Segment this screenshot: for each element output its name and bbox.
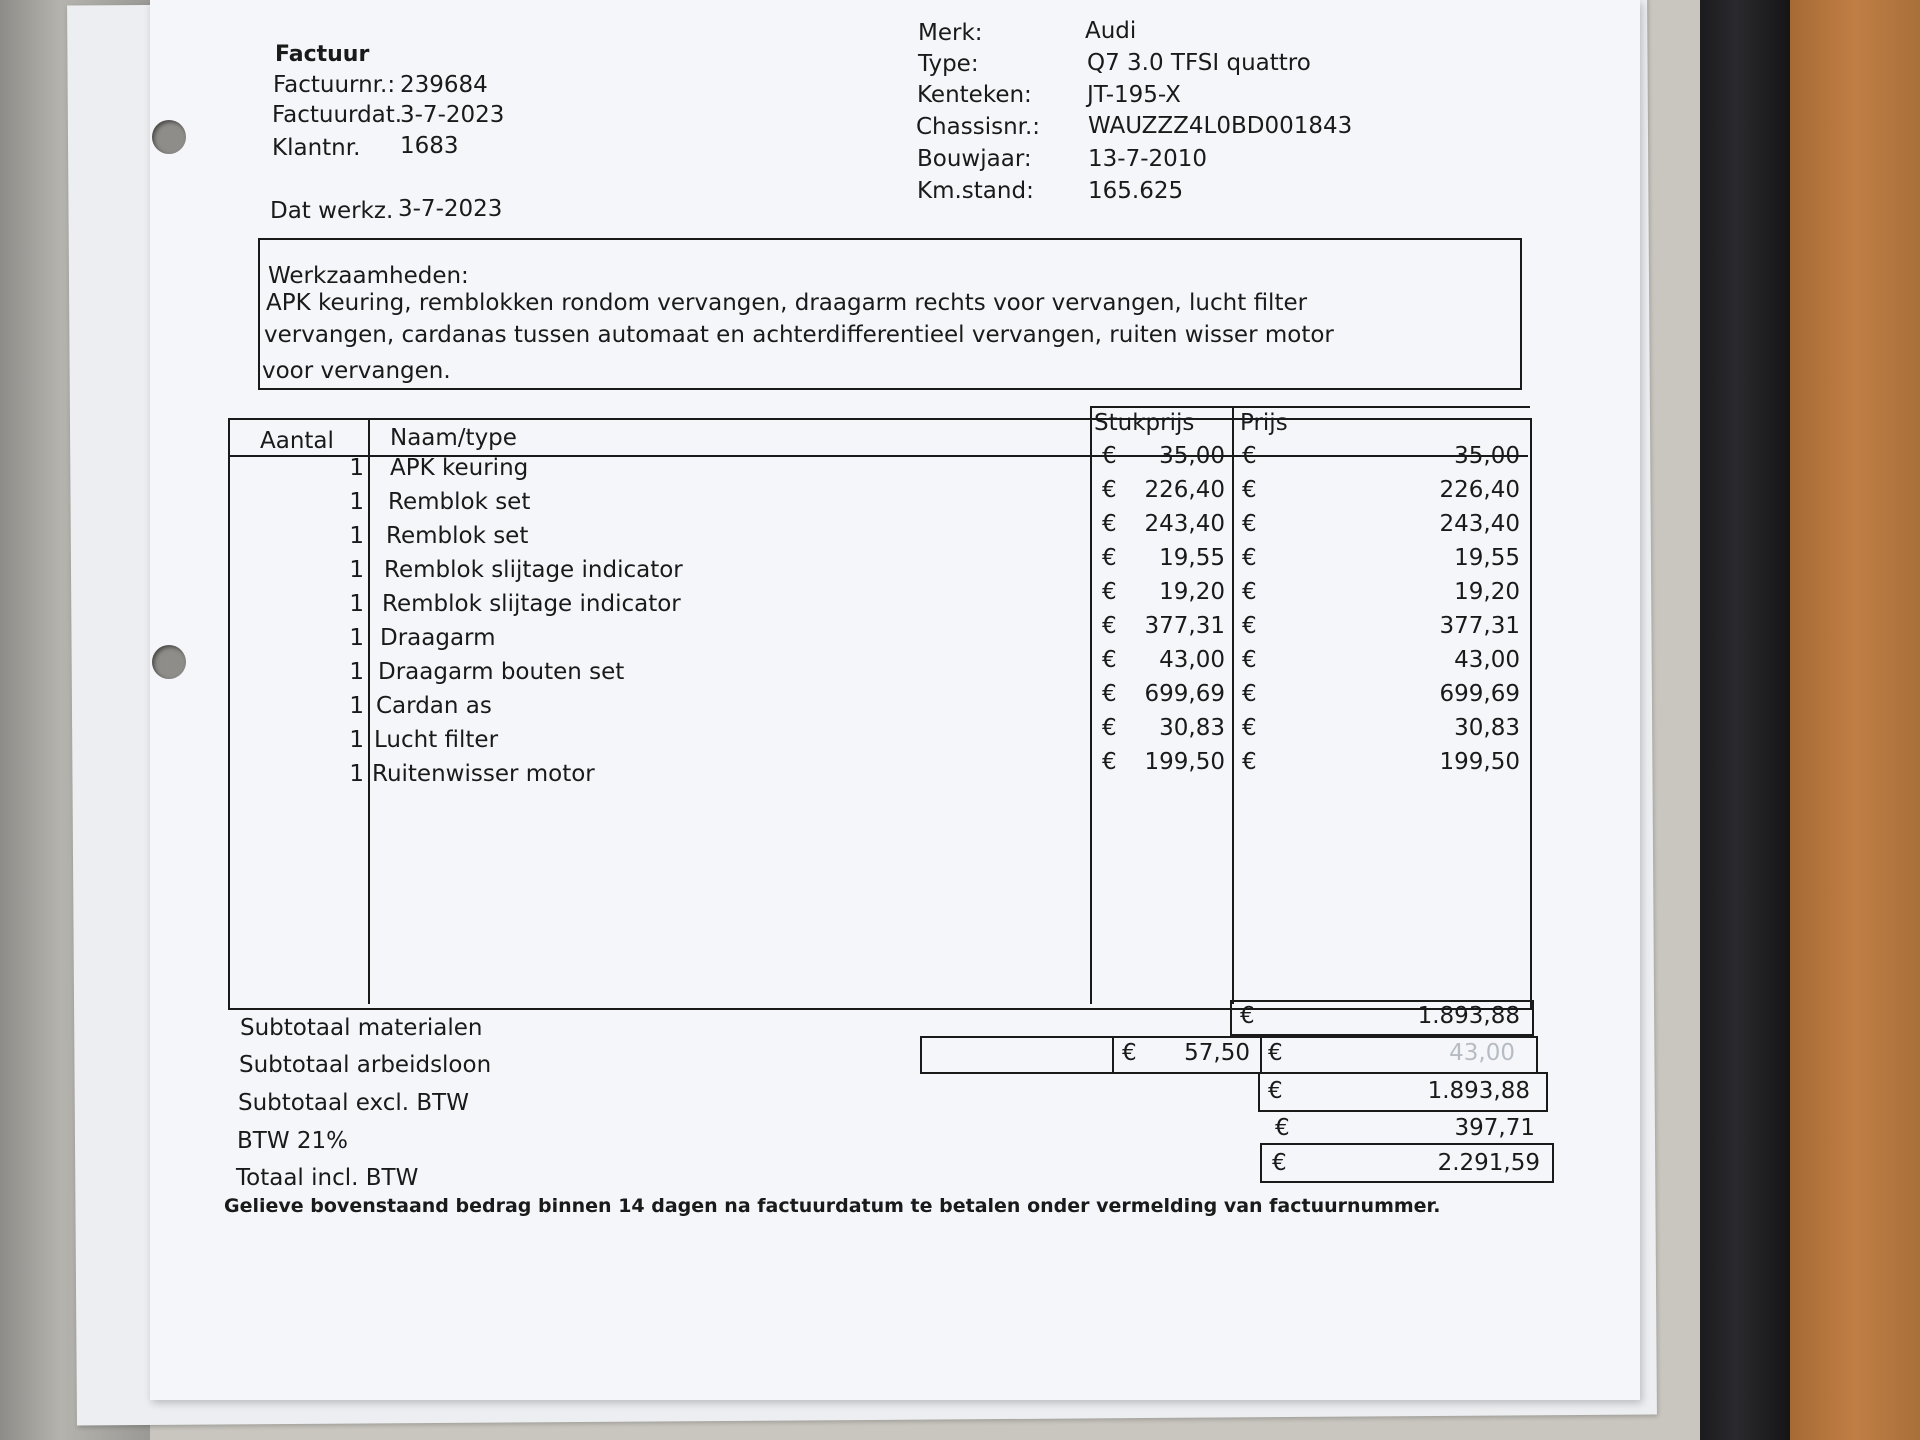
customer-number-label: Klantnr.: [272, 135, 361, 161]
row-currency: €: [1102, 511, 1117, 537]
plate-value: JT-195-X: [1087, 82, 1181, 108]
row-currency: €: [1102, 545, 1117, 571]
invoice-title: Factuur: [275, 42, 370, 67]
currency-symbol: €: [1122, 1040, 1137, 1066]
row-currency: €: [1102, 477, 1117, 503]
plate-label: Kenteken:: [917, 82, 1032, 108]
row-unit-price: 43,00: [1159, 647, 1225, 673]
vat-label: BTW 21%: [237, 1128, 349, 1154]
row-currency: €: [1242, 477, 1257, 503]
year-label: Bouwjaar:: [917, 146, 1032, 172]
row-currency: €: [1242, 511, 1257, 537]
row-name: Ruitenwisser motor: [372, 761, 595, 787]
row-price: 30,83: [1454, 715, 1520, 741]
row-currency: €: [1102, 681, 1117, 707]
payment-note: Gelieve bovenstaand bedrag binnen 14 dagen na factuurdatum te betalen onder vermelding van factuurnummer.: [224, 1195, 1441, 1217]
row-price: 699,69: [1439, 681, 1520, 707]
col-header-qty: Aantal: [260, 428, 334, 454]
km-value: 165.625: [1088, 178, 1184, 204]
punch-hole: [152, 645, 186, 679]
work-date: 3-7-2023: [398, 196, 503, 222]
col-header-price: Prijs: [1240, 410, 1288, 436]
row-currency: €: [1102, 715, 1117, 741]
labour-value: 43,00: [1449, 1040, 1515, 1066]
customer-number: 1683: [400, 133, 459, 159]
col-header-unit-price: Stukprijs: [1094, 410, 1195, 436]
row-price: 243,40: [1439, 511, 1520, 537]
row-qty: 1: [349, 523, 364, 549]
table-column-divider: [1232, 406, 1234, 1004]
row-unit-price: 19,55: [1159, 545, 1225, 571]
row-price: 43,00: [1454, 647, 1520, 673]
row-qty: 1: [349, 693, 364, 719]
currency-symbol: €: [1272, 1150, 1287, 1176]
row-price: 19,20: [1454, 579, 1520, 605]
row-currency: €: [1242, 579, 1257, 605]
table-column-divider: [368, 420, 370, 1004]
currency-symbol: €: [1240, 1003, 1255, 1029]
row-currency: €: [1102, 579, 1117, 605]
row-unit-price: 35,00: [1159, 443, 1225, 469]
table-top-rule: [1090, 406, 1530, 408]
row-currency: €: [1242, 613, 1257, 639]
invoice-number: 239684: [400, 72, 488, 98]
row-currency: €: [1242, 647, 1257, 673]
col-header-name: Naam/type: [390, 425, 517, 451]
currency-symbol: €: [1275, 1115, 1290, 1141]
subtotal-labour-label: Subtotaal arbeidsloon: [239, 1052, 492, 1078]
row-qty: 1: [349, 591, 364, 617]
subtotal-excl-label: Subtotaal excl. BTW: [238, 1090, 469, 1116]
row-name: Remblok slijtage indicator: [384, 557, 683, 583]
year-value: 13-7-2010: [1088, 146, 1208, 172]
chassis-value: WAUZZZ4L0BD001843: [1088, 113, 1353, 139]
row-name: Draagarm: [380, 625, 496, 651]
labour-divider: [1260, 1036, 1262, 1072]
row-currency: €: [1102, 443, 1117, 469]
row-qty: 1: [349, 489, 364, 515]
row-price: 377,31: [1439, 613, 1520, 639]
currency-symbol: €: [1268, 1040, 1283, 1066]
make-value: Audi: [1085, 18, 1137, 44]
km-label: Km.stand:: [917, 178, 1034, 204]
type-label: Type:: [918, 51, 979, 77]
row-name: Remblok set: [388, 489, 531, 515]
invoice-number-label: Factuurnr.:: [273, 72, 396, 98]
labour-divider: [1112, 1036, 1114, 1072]
row-qty: 1: [349, 557, 364, 583]
row-name: Remblok set: [386, 523, 529, 549]
make-label: Merk:: [918, 20, 983, 46]
row-unit-price: 377,31: [1144, 613, 1225, 639]
row-unit-price: 226,40: [1144, 477, 1225, 503]
type-value: Q7 3.0 TFSI quattro: [1087, 50, 1311, 76]
row-currency: €: [1102, 613, 1117, 639]
row-currency: €: [1102, 647, 1117, 673]
row-currency: €: [1242, 749, 1257, 775]
punch-hole: [152, 120, 186, 154]
row-unit-price: 199,50: [1144, 749, 1225, 775]
table-column-divider: [1090, 406, 1092, 1004]
row-unit-price: 699,69: [1144, 681, 1225, 707]
folder-edge: [1700, 0, 1790, 1440]
vat-value: 397,71: [1454, 1115, 1535, 1141]
work-line: vervangen, cardanas tussen automaat en achterdifferentieel vervangen, ruiten wisser motor: [264, 322, 1334, 348]
row-qty: 1: [349, 625, 364, 651]
subtotal-materials-value: 1.893,88: [1417, 1003, 1520, 1029]
invoice-date-label: Factuurdat.: [272, 102, 403, 128]
subtotal-materials-label: Subtotaal materialen: [240, 1015, 483, 1041]
subtotal-excl-value: 1.893,88: [1427, 1078, 1530, 1104]
row-price: 199,50: [1439, 749, 1520, 775]
row-price: 35,00: [1454, 443, 1520, 469]
row-name: Lucht filter: [374, 727, 499, 753]
row-currency: €: [1102, 749, 1117, 775]
labour-rate-value: 57,50: [1184, 1040, 1250, 1066]
row-unit-price: 243,40: [1144, 511, 1225, 537]
wooden-table: [1790, 0, 1920, 1440]
work-line: voor vervangen.: [262, 358, 451, 384]
invoice-sheet: [150, 0, 1640, 1400]
row-qty: 1: [349, 727, 364, 753]
work-date-label: Dat werkz.: [270, 198, 394, 224]
row-price: 19,55: [1454, 545, 1520, 571]
chassis-label: Chassisnr.:: [916, 114, 1041, 140]
row-currency: €: [1242, 545, 1257, 571]
row-price: 226,40: [1439, 477, 1520, 503]
currency-symbol: €: [1268, 1078, 1283, 1104]
total-incl-label: Totaal incl. BTW: [236, 1165, 419, 1191]
row-qty: 1: [349, 455, 364, 481]
row-name: Remblok slijtage indicator: [382, 591, 681, 617]
work-line: APK keuring, remblokken rondom vervangen, draagarm rechts voor vervangen, lucht filter: [266, 290, 1308, 316]
row-name: APK keuring: [390, 455, 529, 481]
row-currency: €: [1242, 443, 1257, 469]
total-incl-value: 2.291,59: [1437, 1150, 1540, 1176]
row-currency: €: [1242, 715, 1257, 741]
row-name: Draagarm bouten set: [378, 659, 625, 685]
invoice-date: 3-7-2023: [400, 102, 505, 128]
row-qty: 1: [349, 761, 364, 787]
row-unit-price: 19,20: [1159, 579, 1225, 605]
row-name: Cardan as: [376, 693, 492, 719]
row-qty: 1: [349, 659, 364, 685]
row-unit-price: 30,83: [1159, 715, 1225, 741]
row-currency: €: [1242, 681, 1257, 707]
work-heading: Werkzaamheden:: [268, 263, 469, 289]
